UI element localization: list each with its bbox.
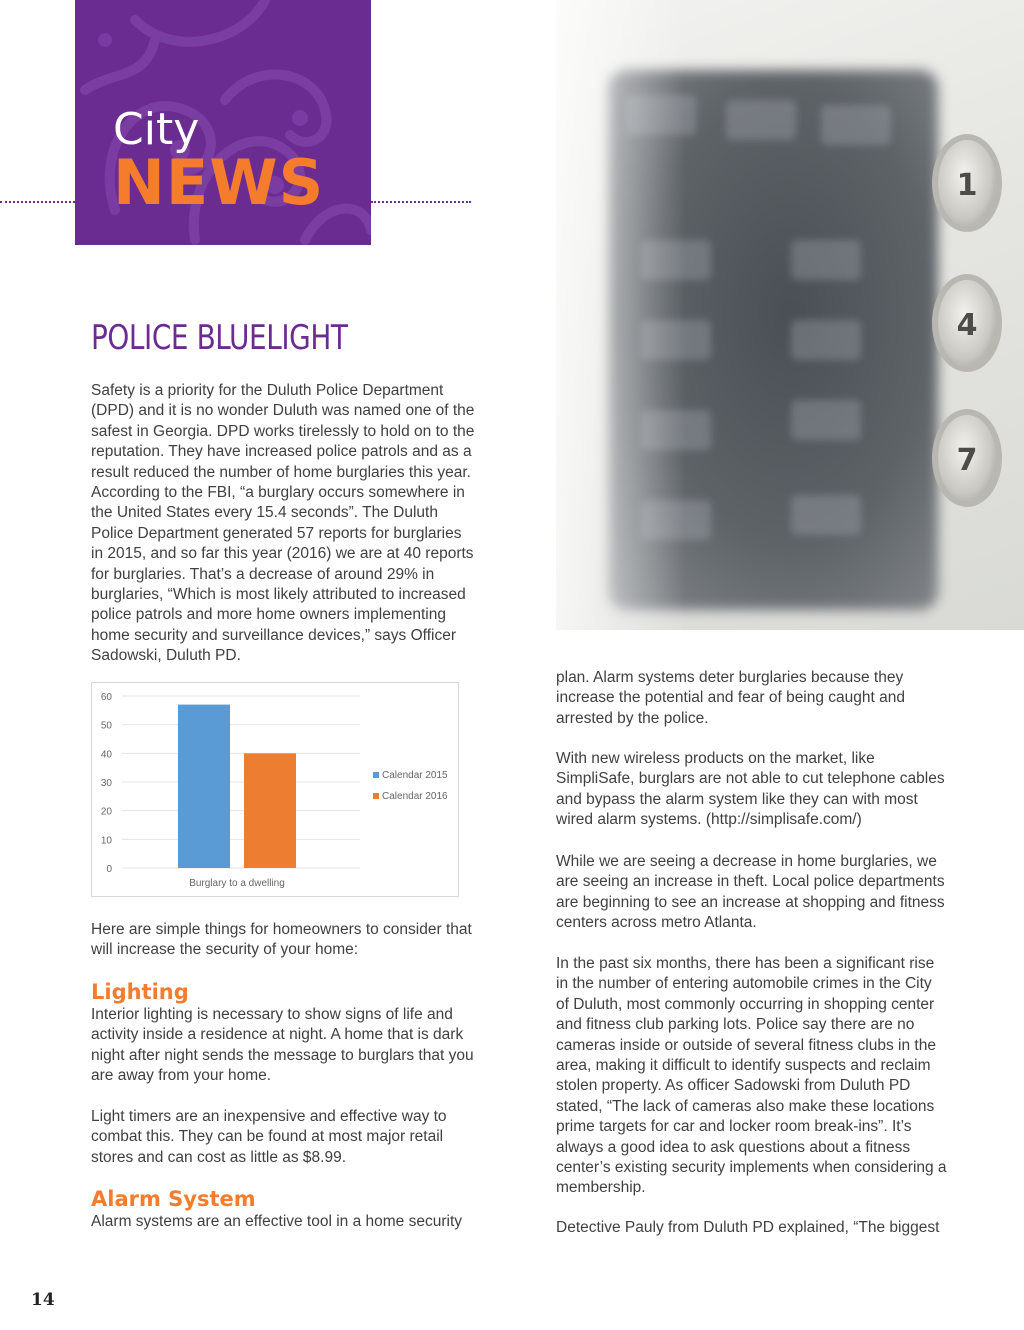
- bar: [244, 753, 296, 868]
- y-tick-label: 0: [106, 864, 112, 875]
- right-paragraph-3: While we are seeing a decrease in home burglaries, we are seeing an increase in theft. Local police departments are beginning to see an increase at shopping and fitness centers across metro Atlanta.: [556, 853, 945, 932]
- tips-intro: Here are simple things for homeowners to consider that will increase the security of your home:: [91, 921, 472, 959]
- right-paragraph-5: Detective Pauly from Duluth PD explained, “The biggest: [556, 1219, 940, 1236]
- legend-entry: Calendar 2015: [382, 770, 448, 781]
- dotted-rule-right: [371, 201, 471, 203]
- keypad-button: 4: [938, 280, 996, 366]
- panel-label: [791, 240, 861, 280]
- lighting-paragraph-1: Interior lighting is necessary to show signs of life and activity inside a residence at night. A home that is dark night after night sends the message to burglars that you are away from your home.: [91, 1006, 474, 1085]
- banner-news-label: NEWS: [113, 146, 325, 219]
- legend-swatch: [373, 772, 379, 778]
- alarm-heading: Alarm System: [91, 1187, 256, 1211]
- y-tick-label: 60: [100, 692, 112, 703]
- page-number: 14: [31, 1290, 55, 1310]
- banner-city-label: City: [113, 104, 200, 155]
- alarm-paragraph-1: Alarm systems are an effective tool in a home security: [91, 1213, 463, 1230]
- panel-label: [791, 495, 861, 535]
- panel-label: [821, 105, 891, 145]
- burglary-chart-svg: [92, 683, 458, 896]
- keypad-button: 7: [938, 415, 996, 501]
- right-paragraph-1: plan. Alarm systems deter burglaries because they increase the potential and fear of being caught and arrested by the police.: [556, 669, 906, 727]
- lighting-heading: Lighting: [91, 980, 189, 1004]
- dotted-rule-left: [0, 201, 75, 203]
- y-tick-label: 40: [100, 749, 112, 761]
- panel-label: [726, 100, 796, 140]
- keypad-button: 1: [938, 140, 996, 226]
- panel-label: [791, 320, 861, 360]
- alarm-keypad-photo: [556, 0, 1024, 630]
- city-news-banner: [75, 0, 371, 245]
- y-tick-label: 10: [100, 835, 112, 847]
- legend-entry: Calendar 2016: [382, 791, 448, 802]
- right-paragraph-4: In the past six months, there has been a significant rise in the number of entering automobile crimes in the City of Duluth, most commonly occurring in shopping center and fitness club parking lots. Police say there are no cameras inside or outside of several fitness clubs in the area, making it difficult to identify suspects and reclaim stolen property. As officer Sadowski from Duluth PD stated, “The lack of cameras also make these locations prime targets for car and locker room break-ins”. It’s always a good idea to ask questions about a fitness center’s existing security implements when considering a membership.: [556, 955, 947, 1197]
- x-category-label: Burglary to a dwelling: [189, 878, 285, 889]
- y-tick-label: 30: [100, 778, 112, 789]
- article-intro: Safety is a priority for the Duluth Police Department (DPD) and it is no wonder Duluth was named one of the safest in Georgia. DPD works tirelessly to hold on to the reputation. They have increased police patrols and as a result reduced the number of home burglaries this year. According to the FBI, “a burglary occurs somewhere in the United States every 15.4 seconds”. The Duluth Police Department generated 57 reports for burglaries in 2015, and so far this year (2016) we are at 40 reports for burglaries. That’s a decrease of around 29% in burglaries, “Which is most likely attributed to increased police patrols and more home owners implementing home security and surveillance devices,” says Officer Sadowski, Duluth PD.: [91, 382, 475, 665]
- panel-label: [791, 400, 861, 440]
- right-paragraph-2: With new wireless products on the market, like SimpliSafe, burglars are not able to cut telephone cables and bypass the alarm system like they can with most wired alarm systems. (http://simplisafe.com/): [556, 750, 945, 829]
- lighting-paragraph-2: Light timers are an inexpensive and effective way to combat this. They can be found at most major retail stores and can cost as little as $8.99.: [91, 1108, 447, 1166]
- legend-swatch: [373, 793, 379, 799]
- y-tick-label: 20: [100, 806, 112, 818]
- article-title: POLICE BLUELIGHT: [91, 318, 348, 358]
- bar: [178, 705, 230, 868]
- burglary-chart: [91, 682, 459, 897]
- y-tick-label: 50: [100, 720, 112, 732]
